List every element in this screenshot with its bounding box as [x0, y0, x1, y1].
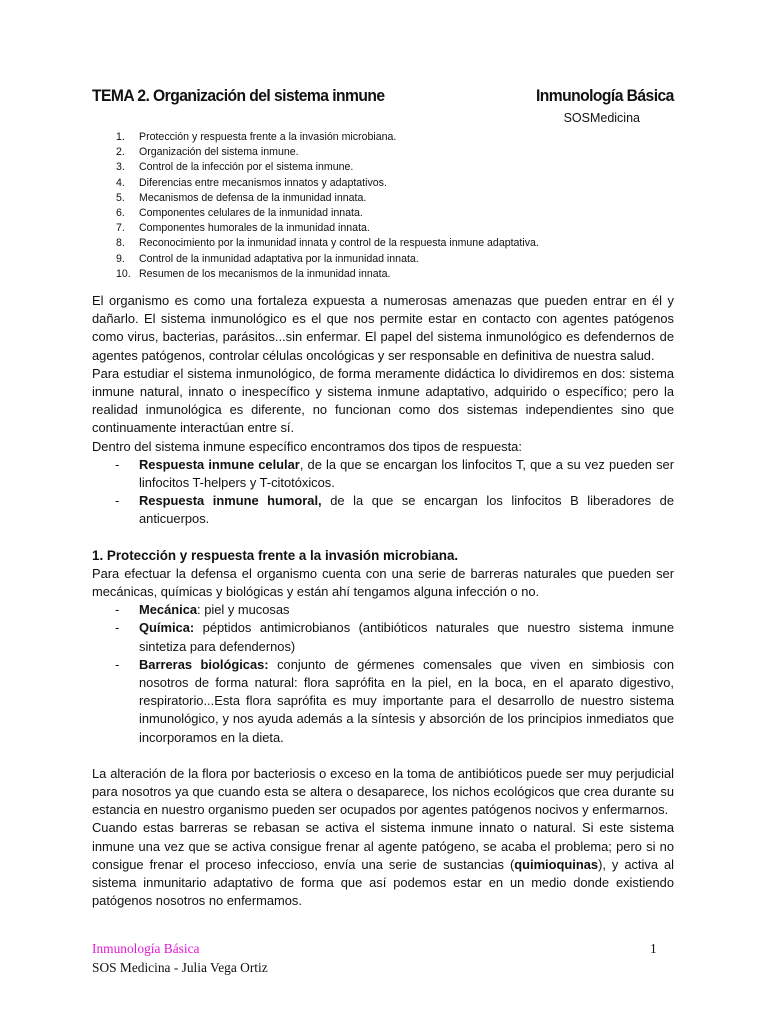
toc-item: 8. Reconocimiento por la inmunidad innata y control de la respuesta inmune adaptativa.: [116, 237, 539, 250]
document-title: TEMA 2. Organización del sistema inmune: [92, 86, 385, 105]
barriers-list: [92, 601, 674, 747]
list-item: - Química: péptidos antimicrobianos (antibióticos naturales que nuestro sistema inmune sintetiza para defendernos): [139, 619, 674, 655]
toc-item: 5. Mecanismos de defensa de la inmunidad innata.: [116, 191, 367, 204]
section-paragraph: Para efectuar la defensa el organismo cuenta con una serie de barreras naturales que pueden ser mecánicas, químicas y biológicas y están ahí tengamos alguna infección o no.: [92, 565, 674, 600]
toc-item: 6. Componentes celulares de la inmunidad innata.: [116, 207, 363, 220]
subject-title: Inmunología Básica: [536, 86, 674, 105]
toc-item: 1. Protección y respuesta frente a la invasión microbiana.: [116, 131, 397, 143]
footer-author: SOS Medicina - Julia Vega Ortiz: [92, 960, 268, 975]
section-paragraph: Cuando estas barreras se rebasan se activa el sistema inmune innato o natural. Si este sistema inmune una vez que se activa consigue frenar al agente patógeno, se acaba el problema; pero si no consigue frenar el proceso infeccioso, envía una serie de sustancias (quimioquinas), y activa al sistema inmunitario adaptativo de forma que así podemos estar en un medio donde existiendo patógenos nosotros no enfermamos.: [92, 820, 674, 909]
intro-paragraph: Dentro del sistema inmune específico encontramos dos tipos de respuesta:: [92, 438, 522, 454]
section-heading: 1. Protección y respuesta frente a la invasión microbiana.: [92, 547, 459, 563]
list-item: - Respuesta inmune humoral, de la que se encargan los linfocitos B liberadores de anticuerpos.: [139, 492, 674, 528]
toc-item: 3. Control de la infección por el sistema inmune.: [116, 161, 354, 174]
table-of-contents: [116, 130, 539, 282]
list-item: - Barreras biológicas: conjunto de gérmenes comensales que viven en simbiosis con nosotros de forma natural: flora saprófita en la piel, en la boca, en el aparato digestivo, respiratorio...Esta flora saprófita es muy importante para el desarrollo de nuestro sistema inmunológico, y nos ayuda además a la síntesis y absorción de los principios inmediatos que incorporamos en la dieta.: [139, 656, 674, 747]
response-types-list: [92, 456, 674, 529]
toc-item: 7. Componentes humorales de la inmunidad innata.: [116, 222, 370, 235]
intro-paragraph: El organismo es como una fortaleza expuesta a numerosas amenazas que pueden entrar en él y dañarlo. El sistema inmunológico es el que nos permite estar en contacto con agentes patógenos como virus, bacterias, parásitos...sin enfermar. El papel del sistema inmunológico es defendernos de agentes patógenos, controlar células oncológicas y ser responsable en definitiva de nuestra salud.: [92, 293, 674, 363]
toc-item: 10. Resumen de los mecanismos de la inmunidad innata.: [116, 267, 391, 280]
source-label: SOSMedicina: [563, 111, 640, 125]
toc-item: 4. Diferencias entre mecanismos innatos y adaptativos.: [116, 176, 387, 189]
section-paragraph: La alteración de la flora por bacteriosis o exceso en la toma de antibióticos puede ser muy perjudicial para nosotros ya que cuando esta se altera o desaparece, los nichos ecológicos que crea durante su estancia en nuestro organismo pueden ser ocupados por agentes patógenos nocivos y enfermarnos.: [92, 765, 674, 818]
list-item: - Respuesta inmune celular, de la que se encargan los linfocitos T, que a su vez pueden ser linfocitos T-helpers y T-citotóxicos.: [139, 456, 674, 492]
intro-paragraph: Para estudiar el sistema inmunológico, de forma meramente didáctica lo dividiremos en dos: sistema inmune natural, innato o inespecífico y sistema inmune adaptativo, adquirido o específico; pero la realidad inmunológica es diferente, no funcionan como dos sistemas independientes sino que continuamente interactúan entre sí.: [92, 365, 674, 436]
list-item: - Mecánica: piel y mucosas: [139, 601, 674, 619]
page-number: 1: [650, 941, 657, 956]
footer-brand: Inmunología Básica: [92, 941, 200, 956]
document-body: [92, 292, 674, 911]
toc-item: 9. Control de la inmunidad adaptativa por la inmunidad innata.: [116, 252, 419, 265]
toc-item: 2. Organización del sistema inmune.: [116, 146, 299, 159]
